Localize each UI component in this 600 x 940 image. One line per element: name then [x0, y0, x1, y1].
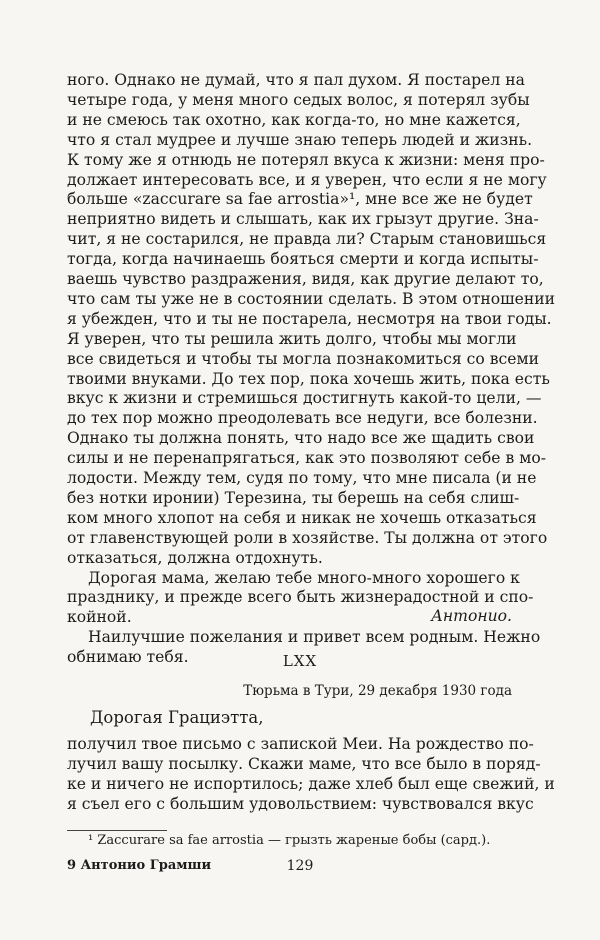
text-line: Наилучшие пожелания и привет всем родным. Нежно	[88, 628, 541, 647]
printer-signature-mark: 9 Антонио Грамши	[67, 858, 212, 873]
text-line: Я уверен, что ты решила жить долго, чтобы мы могли	[67, 329, 517, 348]
footnote: ¹ Zaccurare sa fae arrostia — грызть жареные бобы (сард.).	[88, 833, 491, 848]
text-line: твоими внуками. До тех пор, пока хочешь жить, пока есть	[67, 369, 550, 388]
text-line: я съел его с большим удовольствием: чувствовался вкус	[67, 795, 534, 813]
text-line: ком много хлопот на себя и никак не хочешь отказаться	[67, 508, 537, 527]
letter-signature: Антонио.	[431, 607, 512, 625]
page-number: 129	[286, 858, 314, 874]
text-line: койной.	[67, 608, 132, 627]
text-line: лучил вашу посылку. Скажи маме, что все было в поряд-	[67, 755, 541, 773]
text-line: четыре года, у меня много седых волос, я потерял зубы	[67, 90, 530, 109]
text-line: обнимаю тебя.	[67, 648, 189, 667]
text-line: чит, я не состарился, не правда ли? Старым становишься	[67, 230, 547, 249]
text-line: больше «zaccurare sa fae arrostia»¹, мне все же не будет	[67, 190, 533, 209]
text-line: силы и не перенапрягаться, как это позволяют себе в мо-	[67, 449, 546, 468]
text-line: ного. Однако не думай, что я пал духом. Я постарел на	[67, 71, 525, 89]
text-line: должает интересовать все, и я уверен, что если я не могу	[67, 170, 547, 189]
text-line: ваешь чувство раздражения, видя, как другие делают то,	[67, 270, 544, 288]
letter-number-heading: LXX	[282, 652, 318, 670]
text-line: получил твое письмо с запиской Меи. На рождество по-	[67, 735, 534, 753]
text-line: до тех пор можно преодолевать все недуги, все болезни.	[67, 409, 538, 428]
text-line: от главенствующей роли в хозяйстве. Ты должна от этого	[67, 528, 548, 547]
footnote-rule	[67, 830, 167, 831]
text-line: Дорогая мама, желаю тебе много-много хорошего к	[88, 568, 520, 587]
text-line: тогда, когда начинаешь бояться смерти и когда испыты-	[67, 250, 539, 269]
text-line: Однако ты должна понять, что надо все же щадить свои	[67, 429, 535, 448]
text-line: отказаться, должна отдохнуть.	[67, 548, 323, 567]
text-line: ке и ничего не испортилось; даже хлеб был еще свежий, и	[67, 775, 555, 793]
letter-salutation: Дорогая Грациэтта,	[90, 708, 264, 727]
text-line: что сам ты уже не в состоянии сделать. В этом отношении	[67, 289, 556, 308]
text-line: я убежден, что и ты не постарела, несмотря на твои годы.	[67, 309, 552, 328]
text-line: празднику, и прежде всего быть жизнерадостной и спо-	[67, 588, 534, 607]
letter-dateline: Тюрьма в Тури, 29 декабря 1930 года	[243, 683, 512, 699]
text-line: без нотки иронии) Терезина, ты берешь на себя слиш-	[67, 488, 520, 507]
text-line: К тому же я отнюдь не потерял вкуса к жизни: меня про-	[67, 150, 545, 169]
text-line: что я стал мудрее и лучше знаю теперь людей и жизнь.	[67, 130, 533, 149]
text-line: все свидеться и чтобы ты могла познакомиться со всеми	[67, 349, 539, 368]
text-line: неприятно видеть и слышать, как их грызут другие. Зна-	[67, 210, 539, 229]
text-line: и не смеюсь так охотно, как когда-то, но мне кажется,	[67, 110, 521, 129]
text-line: лодости. Между тем, судя по тому, что мне писала (и не	[67, 469, 537, 487]
text-line: вкус к жизни и стремишься достигнуть какой-то цели, —	[67, 389, 542, 408]
